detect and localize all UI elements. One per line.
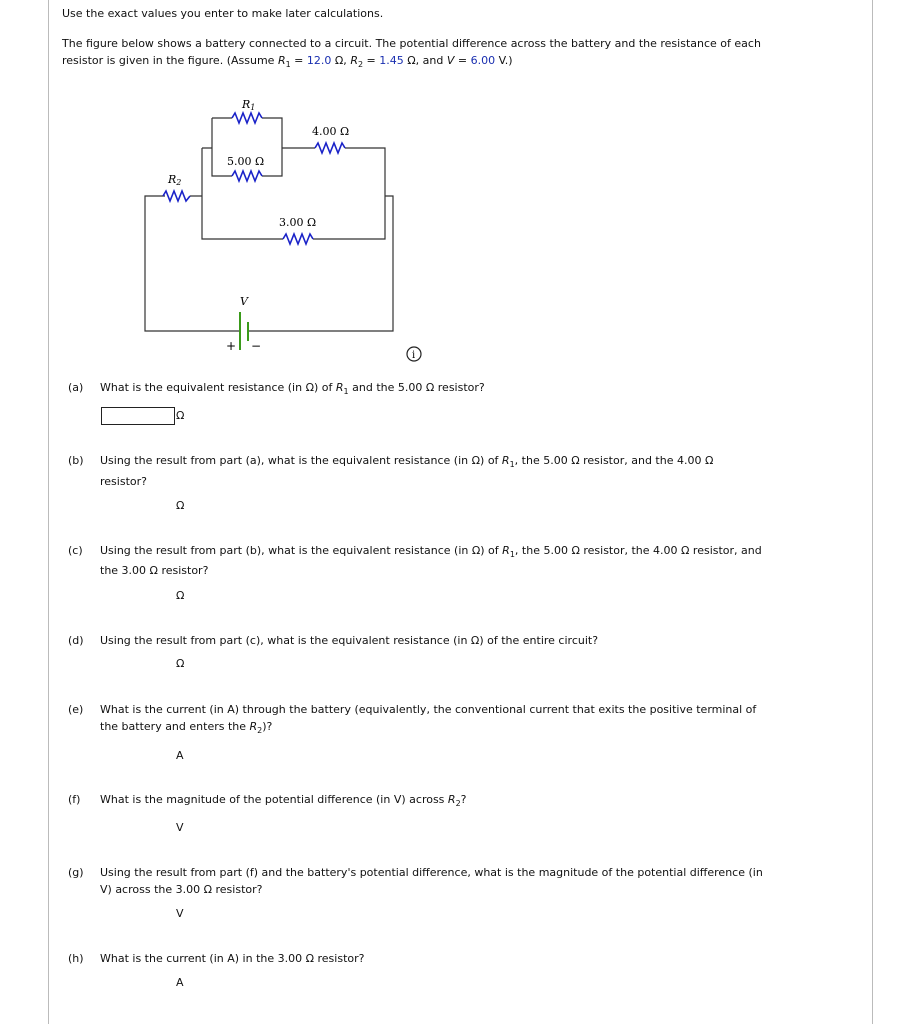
plus-sign: + [226,339,237,353]
part-h-label: (h) [68,952,84,965]
resistor-r1 [232,113,262,123]
part-d-answer-unit[interactable]: Ω [176,657,185,670]
part-g-answer-unit[interactable]: V [176,907,184,920]
page-border-left [48,0,49,1024]
resistor-4ohm [315,143,345,153]
part-b-answer-unit[interactable]: Ω [176,499,185,512]
minus-sign: − [251,339,262,353]
part-b-label: (b) [68,454,84,467]
part-f-answer-unit[interactable]: V [176,821,184,834]
intro-line-1: The figure below shows a battery connected to a circuit. The potential difference across the battery and the resistance of each [62,37,761,50]
part-f-label: (f) [68,793,81,806]
resistor-5ohm [232,171,262,181]
resistor-r2 [163,191,190,201]
part-c-answer-unit[interactable]: Ω [176,589,185,602]
part-c-question: Using the result from part (b), what is the equivalent resistance (in Ω) of $R_1$, the 5.00 Ω resistor, the 4.00 Ω resistor, and [100,544,762,559]
part-e-question-line2: the battery and enters the $R_2$)? [100,720,273,735]
part-a-unit: Ω [176,409,185,422]
res4-label: 4.00 Ω [312,125,350,138]
part-a-label: (a) [68,381,84,394]
part-d-question: Using the result from part (c), what is the equivalent resistance (in Ω) of the entire circuit? [100,634,599,647]
part-b-question-line2: resistor? [100,475,147,488]
part-g-label: (g) [68,866,84,879]
intro-line-2: resistor is given in the figure. (Assume $R_1 = 12.0$ Ω, $R_2 = 1.45$ Ω, and V = 6.00 V.) [62,54,513,69]
part-f-question: What is the magnitude of the potential difference (in V) across $R_2$? [100,793,467,808]
part-c-question-line2: the 3.00 Ω resistor? [100,564,209,577]
r1-label: R1 [242,98,256,112]
resistor-3ohm [283,234,313,244]
part-e-question: What is the current (in A) through the battery (equivalently, the conventional current that exits the positive terminal of [100,703,757,716]
part-e-label: (e) [68,703,84,716]
circuit-diagram [130,85,430,370]
part-g-question-line2: V) across the 3.00 Ω resistor? [100,883,263,896]
part-a-question: What is the equivalent resistance (in Ω) of $R_1$ and the 5.00 Ω resistor? [100,381,485,396]
part-c-label: (c) [68,544,83,557]
svg-text:i: i [412,350,416,361]
res5-label: 5.00 Ω [227,155,265,168]
part-b-question: Using the result from part (a), what is the equivalent resistance (in Ω) of $R_1$, the 5.00 Ω resistor, and the 4.00 Ω [100,454,714,469]
res3-label: 3.00 Ω [279,216,317,229]
instruction: Use the exact values you enter to make later calculations. [62,7,384,20]
part-e-answer-unit[interactable]: A [176,749,184,762]
battery-icon [240,312,248,350]
v-label: V [240,295,248,308]
part-h-question: What is the current (in A) in the 3.00 Ω resistor? [100,952,365,965]
part-a-answer-input[interactable] [101,407,175,425]
part-h-answer-unit[interactable]: A [176,976,184,989]
page-border-right [872,0,873,1024]
wires [145,118,393,331]
r2-label: R2 [168,173,182,187]
part-g-question: Using the result from part (f) and the battery's potential difference, what is the magnitude of the potential difference (in [100,866,763,879]
info-icon[interactable] [407,347,421,361]
part-d-label: (d) [68,634,84,647]
